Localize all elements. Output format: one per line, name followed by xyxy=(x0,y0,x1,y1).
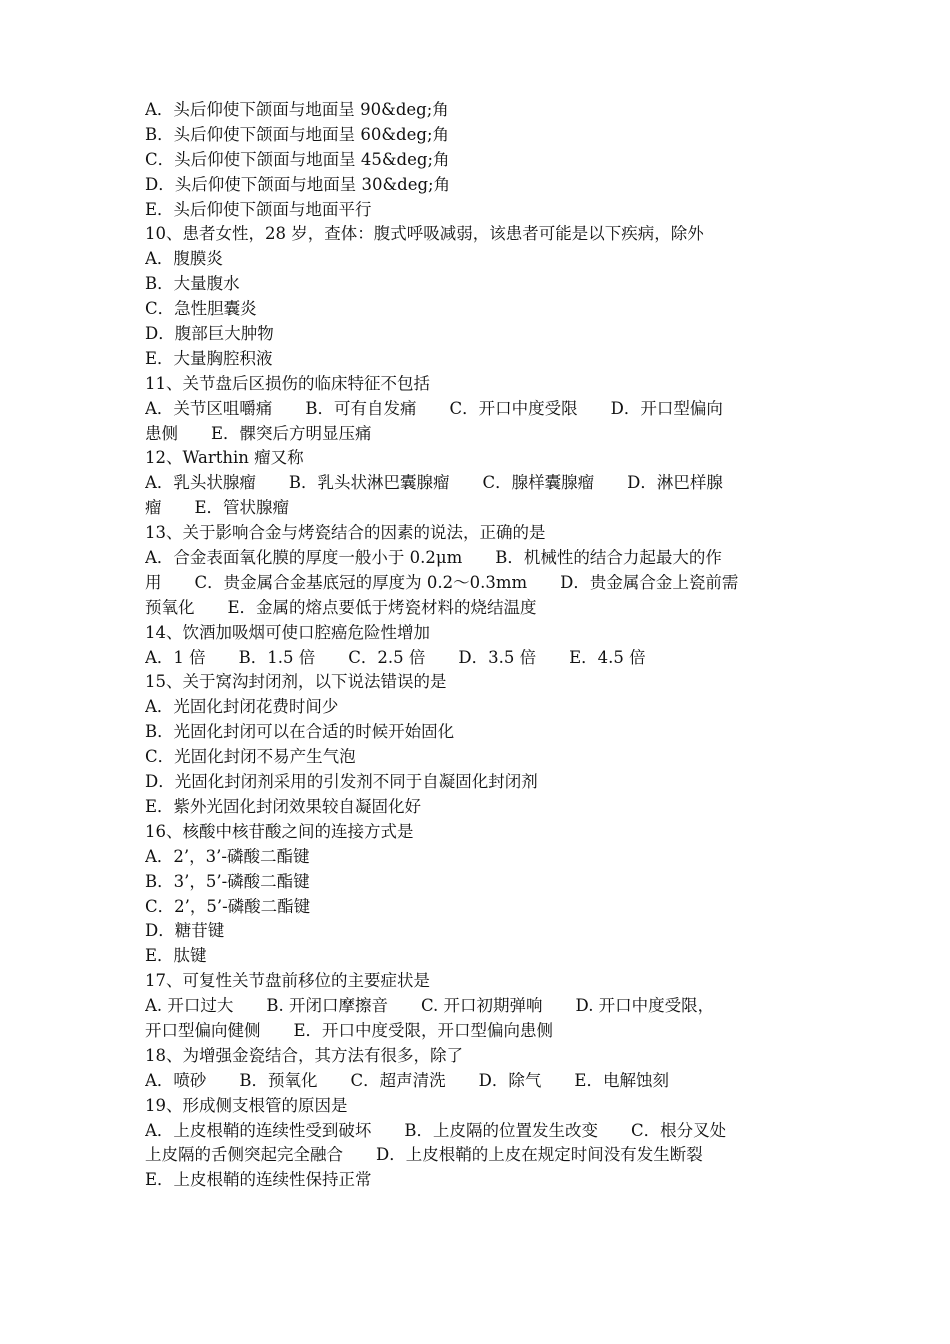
question-15: 15、关于窝沟封闭剂，以下说法错误的是 xyxy=(145,672,447,692)
text-line: A．腹膜炎 xyxy=(145,249,223,269)
text-line: A．2’，3’-磷酸二酯键 xyxy=(145,846,310,866)
text-line: E．头后仰使下颌面与地面平行 xyxy=(145,199,372,219)
question-14: 14、饮酒加吸烟可使口腔癌危险性增加 xyxy=(145,622,430,642)
text-line: A．1 倍 B．1.5 倍 C．2.5 倍 D．3.5 倍 E．4.5 倍 xyxy=(145,647,646,667)
text-line: D．糖苷键 xyxy=(145,921,225,941)
text-line: D．光固化封闭剂采用的引发剂不同于自凝固化封闭剂 xyxy=(145,772,538,792)
text-line: 开口型偏向健侧 E．开口中度受限，开口型偏向患侧 xyxy=(145,1020,554,1040)
text-line: A．光固化封闭花费时间少 xyxy=(145,697,339,717)
text-line: 患侧 E．髁突后方明显压痛 xyxy=(145,423,372,443)
text-line: E．肽键 xyxy=(145,946,207,966)
text-line: 用 C．贵金属合金基底冠的厚度为 0.2～0.3mm D．贵金属合金上瓷前需 xyxy=(145,572,739,592)
text-line: A．合金表面氧化膜的厚度一般小于 0.2μm B．机械性的结合力起最大的作 xyxy=(145,548,722,568)
question-11: 11、关节盘后区损伤的临床特征不包括 xyxy=(145,373,430,393)
text-line: B．头后仰使下颌面与地面呈 60&deg;角 xyxy=(145,124,450,144)
text-line: E．上皮根鞘的连续性保持正常 xyxy=(145,1170,372,1190)
text-line: B．光固化封闭可以在合适的时候开始固化 xyxy=(145,722,455,742)
question-12: 12、Warthin 瘤又称 xyxy=(145,448,304,468)
text-line: D．头后仰使下颌面与地面呈 30&deg;角 xyxy=(145,174,451,194)
text-line: A．上皮根鞘的连续性受到破坏 B．上皮隔的位置发生改变 C．根分叉处 xyxy=(145,1120,727,1140)
text-line: C．光固化封闭不易产生气泡 xyxy=(145,747,356,767)
question-17: 17、可复性关节盘前移位的主要症状是 xyxy=(145,971,430,991)
question-16: 16、核酸中核苷酸之间的连接方式是 xyxy=(145,821,414,841)
question-19: 19、形成侧支根管的原因是 xyxy=(145,1095,348,1115)
text-line: E．紫外光固化封闭效果较自凝固化好 xyxy=(145,796,422,816)
text-line: C．头后仰使下颌面与地面呈 45&deg;角 xyxy=(145,149,450,169)
question-18: 18、为增强金瓷结合，其方法有很多，除了 xyxy=(145,1045,463,1065)
text-line: 上皮隔的舌侧突起完全融合 D．上皮根鞘的上皮在规定时间没有发生断裂 xyxy=(145,1145,703,1165)
text-line: B．大量腹水 xyxy=(145,274,240,294)
question-10: 10、患者女性，28 岁，查体：腹式呼吸减弱，该患者可能是以下疾病，除外 xyxy=(145,224,704,244)
text-line: A．头后仰使下颌面与地面呈 90&deg;角 xyxy=(145,100,449,119)
text-line: A．喷砂 B．预氧化 C．超声清洗 D．除气 E．电解蚀刻 xyxy=(145,1070,669,1090)
text-line: E．大量胸腔积液 xyxy=(145,348,273,368)
text-line: 瘤 E．管状腺瘤 xyxy=(145,498,290,518)
text-line: C．2’，5’-磷酸二酯键 xyxy=(145,896,311,916)
text-line: B．3’，5’-磷酸二酯键 xyxy=(145,871,310,891)
document-body xyxy=(145,98,815,1193)
text-line: D．腹部巨大肿物 xyxy=(145,324,274,344)
text-line: A. 开口过大 B. 开闭口摩擦音 C. 开口初期弹响 D. 开口中度受限， xyxy=(145,996,715,1016)
text-line: 预氧化 E．金属的熔点要低于烤瓷材料的烧结温度 xyxy=(145,597,537,617)
text-line: C．急性胆囊炎 xyxy=(145,299,257,319)
question-13: 13、关于影响合金与烤瓷结合的因素的说法，正确的是 xyxy=(145,523,546,543)
text-line: A．乳头状腺瘤 B．乳头状淋巴囊腺瘤 C．腺样囊腺瘤 D．淋巴样腺 xyxy=(145,473,723,493)
text-line: A．关节区咀嚼痛 B．可有自发痛 C．开口中度受限 D．开口型偏向 xyxy=(145,398,723,418)
